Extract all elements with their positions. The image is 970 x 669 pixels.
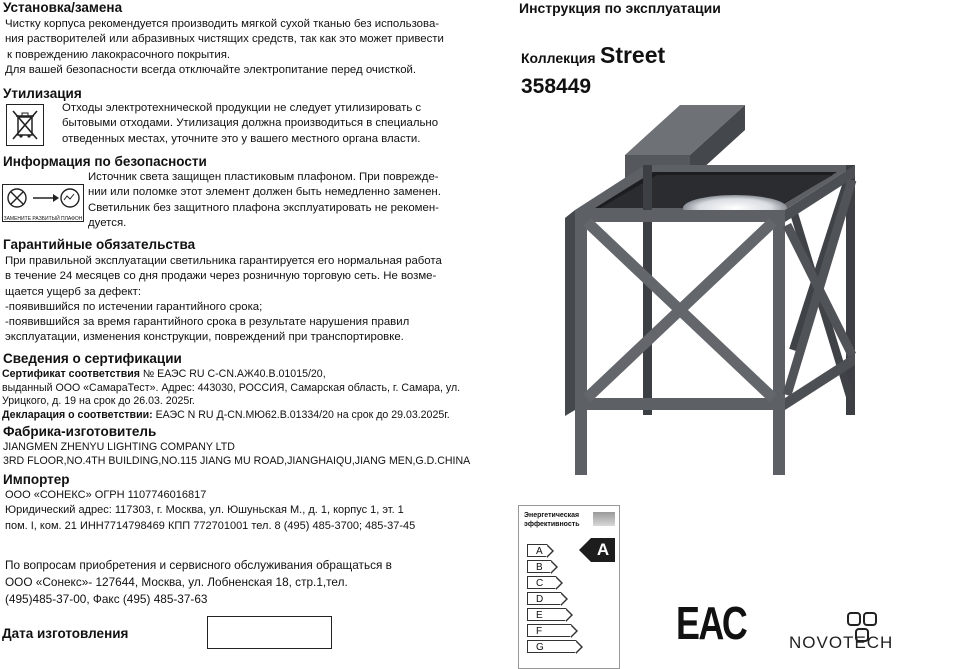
safety-line: нии или поломке этот элемент должен быть немедленно заменен. [88, 186, 441, 199]
cert-line: выданный ООО «СамараТест». Адрес: 443030, РОССИЯ, Самарская область, г. Самара, ул. [2, 381, 461, 394]
warranty-line: -появившийся за время гарантийного срока в результате нарушения правил [5, 316, 410, 329]
disposal-text [62, 101, 438, 147]
disposal-heading: Утилизация [3, 86, 82, 101]
energy-swatch [593, 512, 615, 526]
importer-line: Юридический адрес: 117303, г. Москва, ул. Юшуньская М., д. 1, корпус 1, эт. 1 [5, 504, 404, 517]
install-line: ния растворителей или абразивных чистящих средств, так как это может привести [5, 33, 444, 46]
manufacturer-text [3, 441, 470, 468]
warranty-line: в течение 24 месяцев со дня продажи через розничную торговую сеть. Не возме- [5, 270, 437, 283]
replace-shade-caption: ЗАМЕНИТЕ РАЗБИТЫЙ ПЛАФОН [3, 216, 83, 222]
novotech-wordmark: NOVOTECH [789, 633, 894, 652]
energy-title [524, 511, 580, 529]
manufacturer-heading: Фабрика-изготовитель [3, 424, 157, 439]
energy-rating-arrow [579, 538, 591, 562]
importer-text [5, 488, 415, 534]
install-line: к повреждению лакокрасочного покрытия. [7, 48, 231, 61]
safety-line: Светильник без защитного плафона эксплуатировать не рекомен- [88, 201, 439, 214]
energy-rating: A [591, 538, 615, 562]
service-text [5, 557, 392, 608]
energy-class-f: F [527, 624, 571, 637]
importer-heading: Импортер [3, 472, 70, 487]
cert-line: Урицкого, д. 19 на срок до 26.03. 2025г. [2, 395, 195, 407]
energy-class-c: C [527, 576, 556, 589]
warranty-line: щается ущерб за дефект: [5, 285, 141, 298]
warranty-line: эксплуатации, изменения конструкции, повреждений при транспортировке. [5, 331, 404, 344]
manufacturer-line: JIANGMEN ZHENYU LIGHTING COMPANY LTD [3, 441, 235, 453]
service-line: По вопросам приобретения и сервисного обслуживания обращаться в [5, 558, 392, 572]
cert-number: № ЕАЭС RU C-CN.АЖ40.В.01015/20, [139, 368, 326, 380]
install-text [5, 17, 444, 78]
lamp-illustration [565, 100, 940, 475]
manufacture-date-label: Дата изготовления [2, 626, 129, 641]
replace-shade-icon [2, 184, 84, 222]
declaration-line [2, 409, 460, 423]
collection-name: Street [599, 42, 666, 68]
energy-title-line: Энергетическая [524, 512, 580, 519]
energy-class-g: G [527, 640, 576, 653]
safety-heading: Информация по безопасности [3, 154, 207, 169]
crossed-bin-icon [6, 104, 44, 146]
install-heading: Установка/замена [3, 0, 123, 15]
warranty-heading: Гарантийные обязательства [3, 237, 196, 252]
disposal-line: Отходы электротехнической продукции не следует утилизировать с [62, 102, 422, 114]
install-line: Чистку корпуса рекомендуется производить мягкой сухой тканью без использова- [5, 18, 440, 30]
energy-class-b: B [527, 560, 551, 573]
cert-text [2, 368, 460, 422]
eac-logo: ЕАС [676, 597, 747, 649]
novotech-logo [789, 611, 965, 663]
safety-line: дуется. [88, 216, 127, 229]
safety-text [88, 170, 441, 231]
service-line: ООО «Сонекс»- 127644, Москва, ул. Лобненская 18, стр.1,тел. [5, 575, 348, 589]
install-line: Для вашей безопасности всегда отключайте электропитание перед очисткой. [5, 63, 417, 76]
collection-label: Коллекция [521, 50, 596, 66]
collection-line [521, 42, 665, 69]
disposal-line: бытовыми отходами. Утилизация должна производиться в специально [62, 117, 439, 130]
energy-title-line: эффективность [524, 521, 580, 528]
safety-line: Источник света защищен пластиковым плафоном. При поврежде- [88, 171, 439, 183]
article-number: 358449 [521, 75, 592, 98]
document-title: Инструкция по эксплуатации [519, 0, 721, 16]
energy-class-e: E [527, 608, 566, 621]
cert-heading: Сведения о сертификации [3, 351, 182, 366]
cert-number-line [2, 368, 460, 382]
energy-class-a: A [527, 544, 547, 557]
warranty-line: -появившийся по истечении гарантийного срока; [5, 300, 263, 313]
manufacturer-line: 3RD FLOOR,NO.4TH BUILDING,NO.115 JIANG MU ROAD,JIANGHAIQU,JIANG MEN,G.D.CHINA [3, 454, 471, 467]
declaration-number: ЕАЭС N RU Д-CN.МЮ62.В.01334/20 на срок до 29.03.2025г. [152, 408, 450, 421]
importer-line: ООО «СОНЕКС» ОГРН 1107746016817 [5, 489, 207, 501]
declaration-label: Декларация о соответствии: [2, 408, 153, 421]
energy-label [518, 505, 620, 669]
warranty-line: При правильной эксплуатации светильника гарантируется его нормальная работа [5, 255, 442, 267]
warranty-text [5, 254, 442, 346]
disposal-line: отведенных местах, уточните это у вашего местного органа власти. [62, 132, 421, 145]
service-line: (495)485-37-00, Факс (495) 485-37-63 [5, 592, 208, 606]
energy-class-d: D [527, 592, 561, 605]
importer-line: пом. I, ком. 21 ИНН7714798469 КПП 772701001 тел. 8 (495) 485-3700; 485-37-45 [5, 519, 416, 532]
manufacture-date-box [207, 616, 332, 649]
cert-label: Сертификат соответствия [2, 368, 140, 380]
